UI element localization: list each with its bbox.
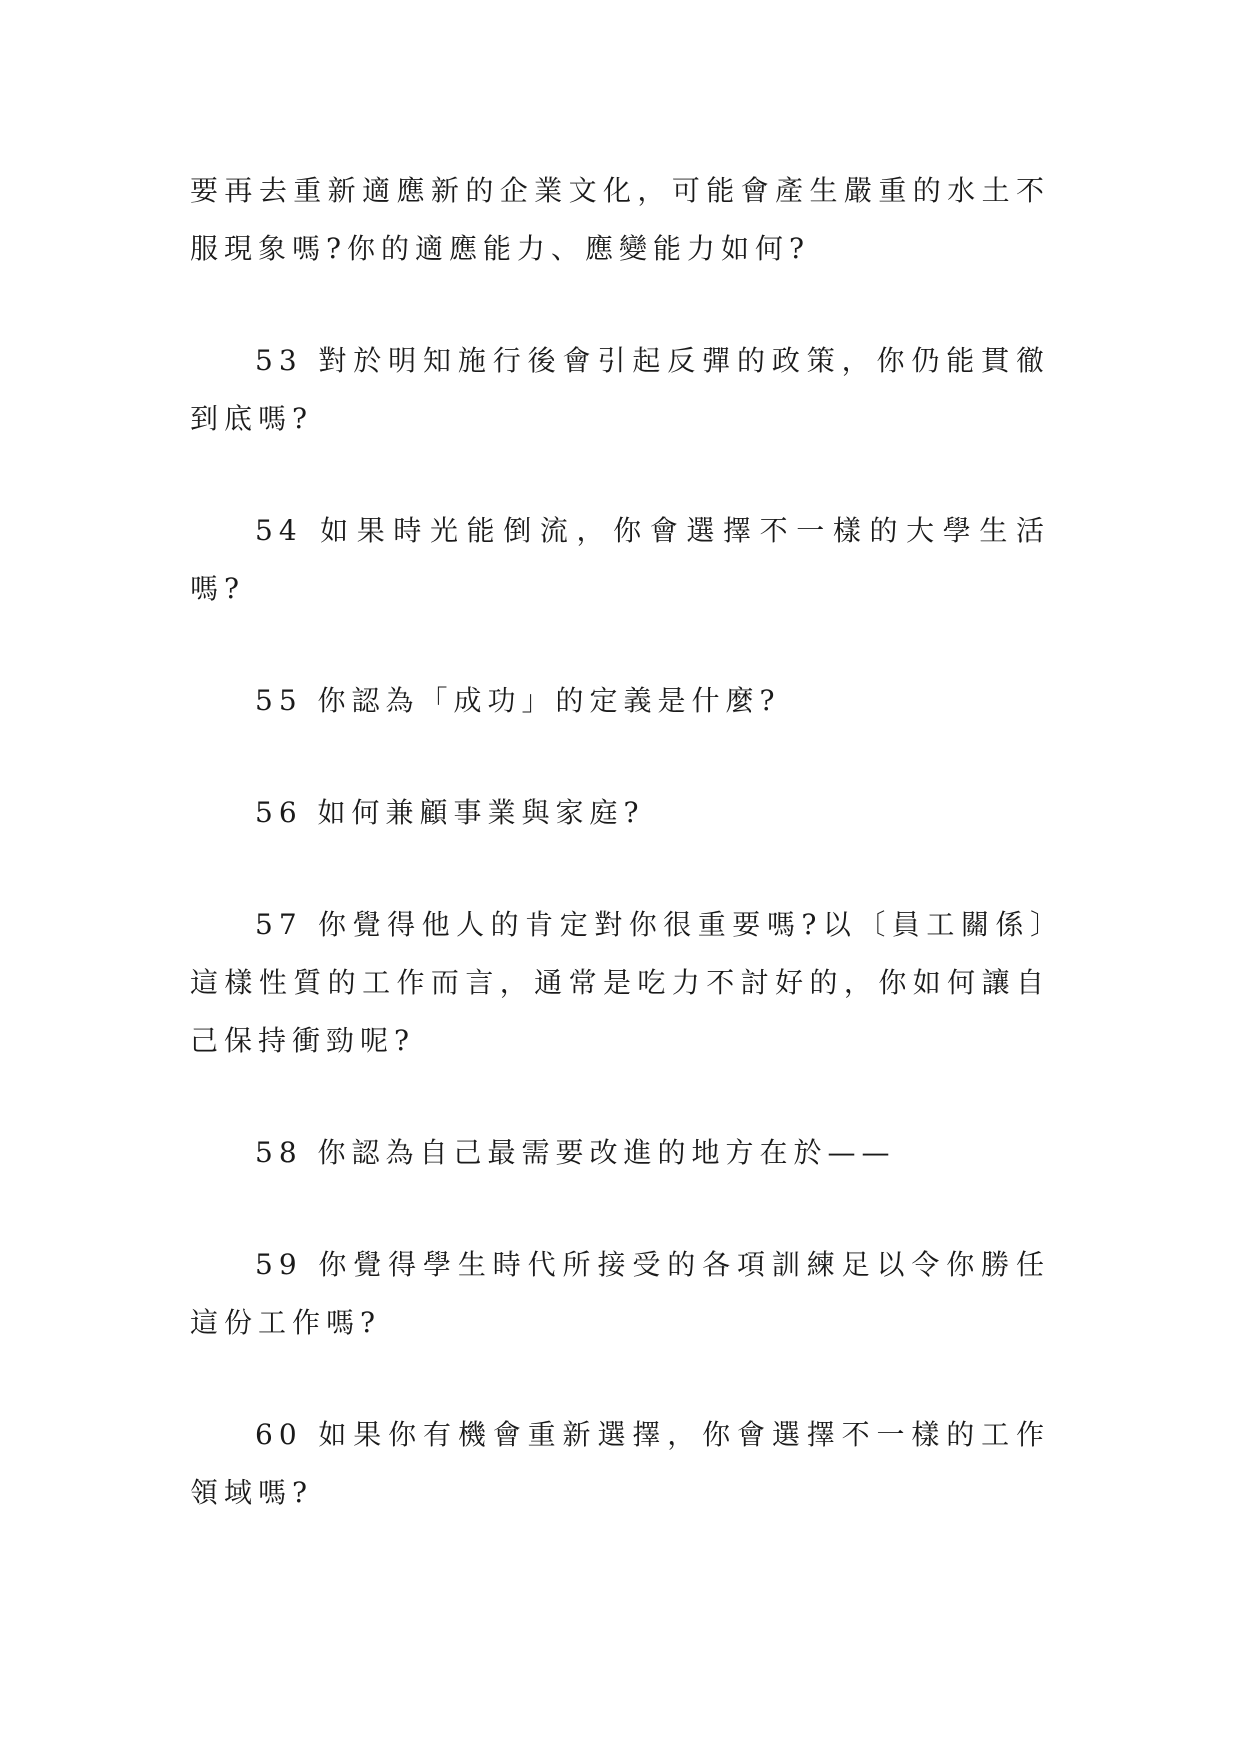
question-59: 59 你覺得學生時代所接受的各項訓練足以令你勝任這份工作嗎?: [190, 1248, 1050, 1339]
document-body: [190, 162, 1050, 1522]
question-53: 53 對於明知施行後會引起反彈的政策，你仍能貫徹到底嗎?: [190, 344, 1050, 435]
question-56: 56 如何兼顧事業與家庭?: [255, 796, 645, 829]
question-55: 55 你認為「成功」的定義是什麼?: [255, 684, 781, 717]
question-60: 60 如果你有機會重新選擇，你會選擇不一樣的工作領域嗎?: [190, 1418, 1050, 1509]
paragraph-continuation: 要再去重新適應新的企業文化，可能會產生嚴重的水土不服現象嗎?你的適應能力、應變能力如何?: [190, 174, 1050, 265]
question-54: 54 如果時光能倒流，你會選擇不一樣的大學生活嗎?: [190, 514, 1050, 605]
question-57: 57 你覺得他人的肯定對你很重要嗎?以〔員工關係〕這樣性質的工作而言，通常是吃力不討好的，你如何讓自己保持衝勁呢?: [190, 908, 1050, 1057]
question-58: 58 你認為自己最需要改進的地方在於——: [255, 1136, 896, 1169]
